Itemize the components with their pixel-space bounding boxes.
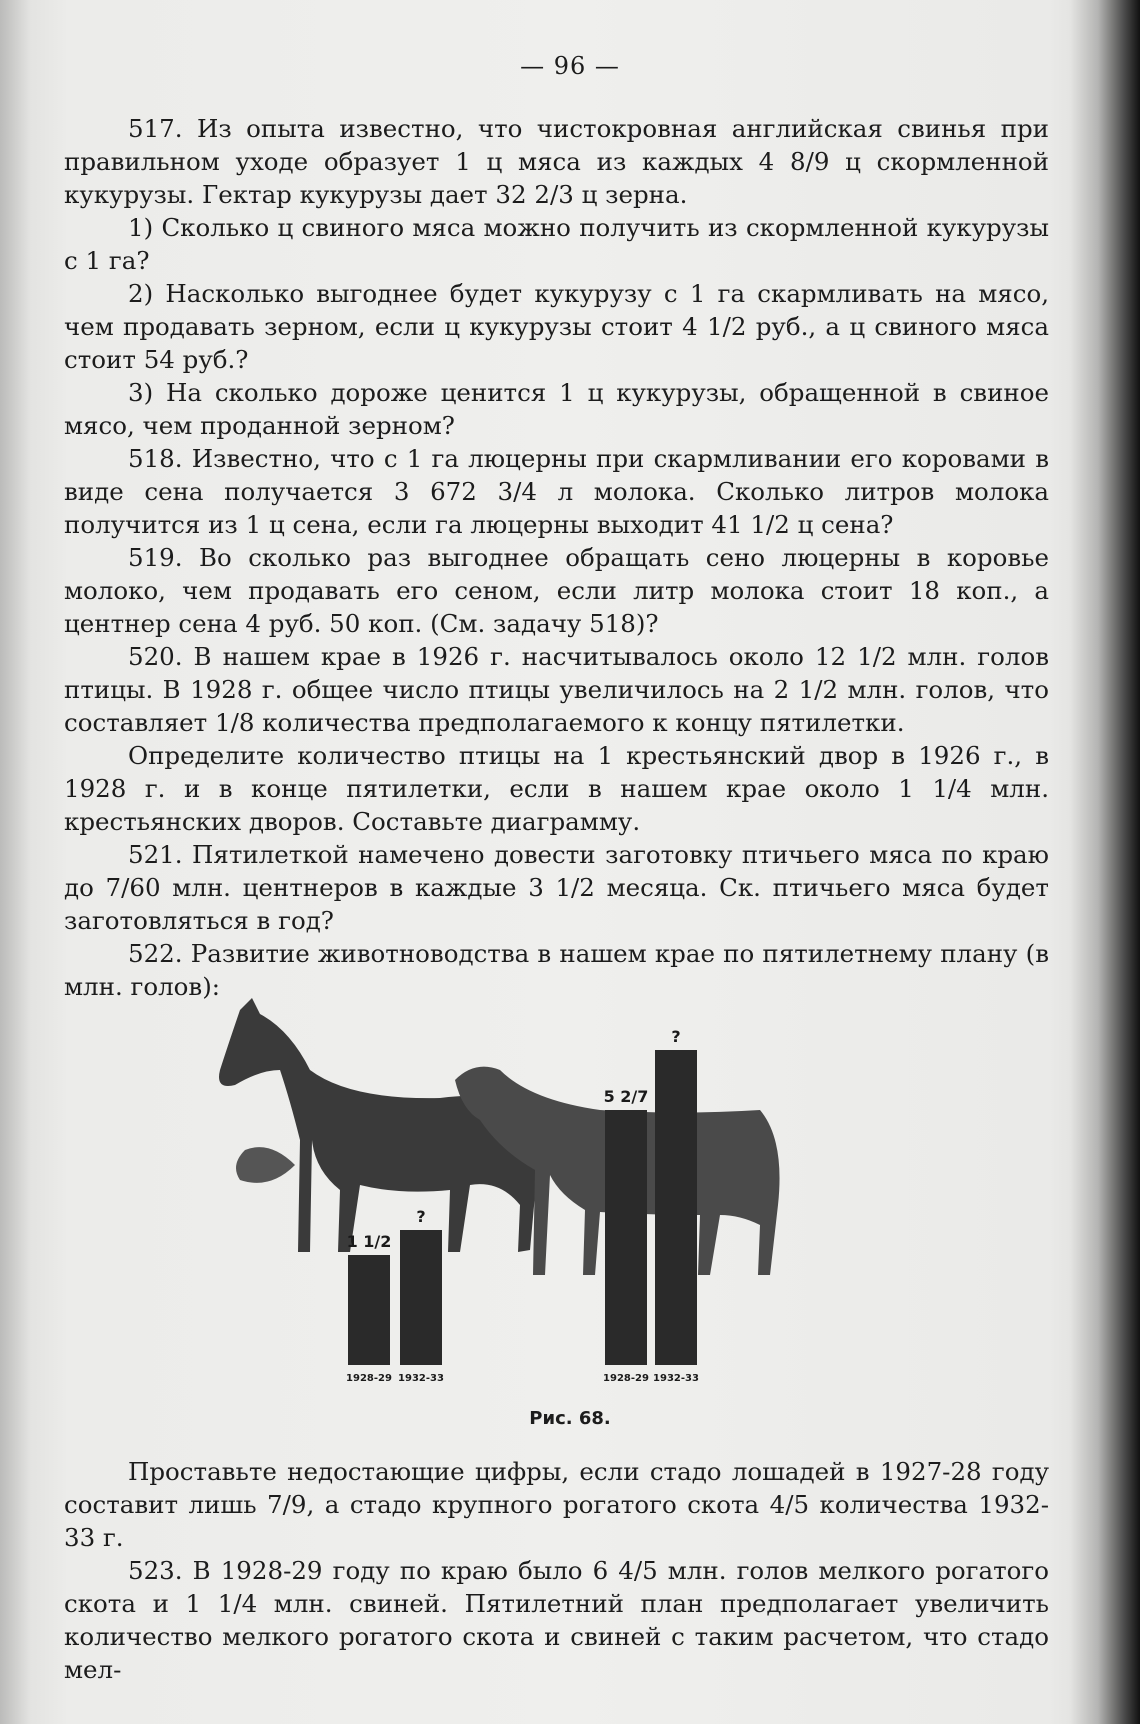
group1-bar-1932-33	[400, 1230, 442, 1365]
page-shadow-left	[0, 0, 30, 1724]
problems-text-bottom	[64, 1455, 1049, 1686]
paragraph-521: 521. Пятилеткой намечено довести заготовку птичьего мяса по краю до 7/60 млн. центнеров в каждые 3 1/2 месяца. Ск. птичьего мяса будет заготовляться в год?	[64, 840, 1049, 935]
group1-year-label-1: 1932-33	[398, 1373, 444, 1384]
paragraph-520: 520. В нашем крае в 1926 г. насчитывалось около 12 1/2 млн. голов птицы. В 1928 г. общее число птицы увеличилось на 2 1/2 млн. голов, что составляет 1/8 количества предполагаемого к концу пятилетки.	[64, 642, 1049, 737]
group2-value-label-0: 5 2/7	[603, 1087, 649, 1106]
paragraph-519: 519. Во сколько раз выгоднее обращать сено люцерны в коровье молоко, чем продавать его сеном, если литр молока стоит 18 коп., а центнер сена 4 руб. 50 коп. (См. задачу 518)?	[64, 543, 1049, 638]
paragraph-523: 523. В 1928-29 году по краю было 6 4/5 млн. голов мелкого рогатого скота и 1 1/4 млн. свиней. Пятилетний план предполагает увеличить количество мелкого рогатого скота и свиней с таким расчетом, что стадо мел-	[64, 1556, 1049, 1684]
paragraph-517-q1: 1) Сколько ц свиного мяса можно получить из скормленной кукурузы с 1 га?	[64, 213, 1049, 275]
paragraph-517-q2: 2) Насколько выгоднее будет кукурузу с 1 га скармливать на мясо, чем продавать зерном, если ц кукурузы стоит 4 1/2 руб., а ц свиного мяса стоит 54 руб.?	[64, 279, 1049, 374]
group2-value-label-1: ?	[671, 1027, 681, 1046]
paragraph-518: 518. Известно, что с 1 га люцерны при скармливании его коровами в виде сена получается 3 672 3/4 л молока. Сколько литров молока получится из 1 ц сена, если га люцерны выходит 41 1/2 ц сена?	[64, 444, 1049, 539]
group1-year-label-0: 1928-29	[346, 1373, 392, 1384]
book-spine-shadow	[1070, 0, 1140, 1724]
group2-year-label-0: 1928-29	[603, 1373, 649, 1384]
paragraph-517-q3: 3) На сколько дороже ценится 1 ц кукурузы, обращенной в свиное мясо, чем проданной зерном?	[64, 378, 1049, 440]
paragraph-517: 517. Из опыта известно, что чистокровная английская свинья при правильном уходе образует 1 ц мяса из каждых 4 8/9 ц скормленной кукурузы. Гектар кукурузы дает 32 2/3 ц зерна.	[64, 114, 1049, 209]
group1-value-label-1: ?	[416, 1207, 426, 1226]
figure-caption: Рис. 68.	[529, 1408, 611, 1429]
group2-bar-1932-33	[655, 1050, 697, 1365]
paragraph-522: 522. Развитие животноводства в нашем крае по пятилетнему плану (в млн. голов):	[64, 939, 1049, 1001]
page-number: — 96 —	[520, 52, 620, 80]
paragraph-522-task: Проставьте недостающие цифры, если стадо лошадей в 1927-28 году составит лишь 7/9, а стадо крупного рогатого скота 4/5 количества 1932-33 г.	[64, 1457, 1049, 1552]
paragraph-520-task: Определите количество птицы на 1 крестьянский двор в 1926 г., в 1928 г. и в конце пятилетки, если в нашем крае около 1 1/4 млн. крестьянских дворов. Составьте диаграмму.	[64, 741, 1049, 836]
group1-value-label-0: 1 1/2	[346, 1232, 392, 1251]
figure-68-livestock-diagram	[200, 990, 900, 1390]
group2-bar-1928-29	[605, 1110, 647, 1365]
group1-bar-1928-29	[348, 1255, 390, 1365]
problems-text-top	[64, 112, 1049, 1003]
group2-year-label-1: 1932-33	[653, 1373, 699, 1384]
